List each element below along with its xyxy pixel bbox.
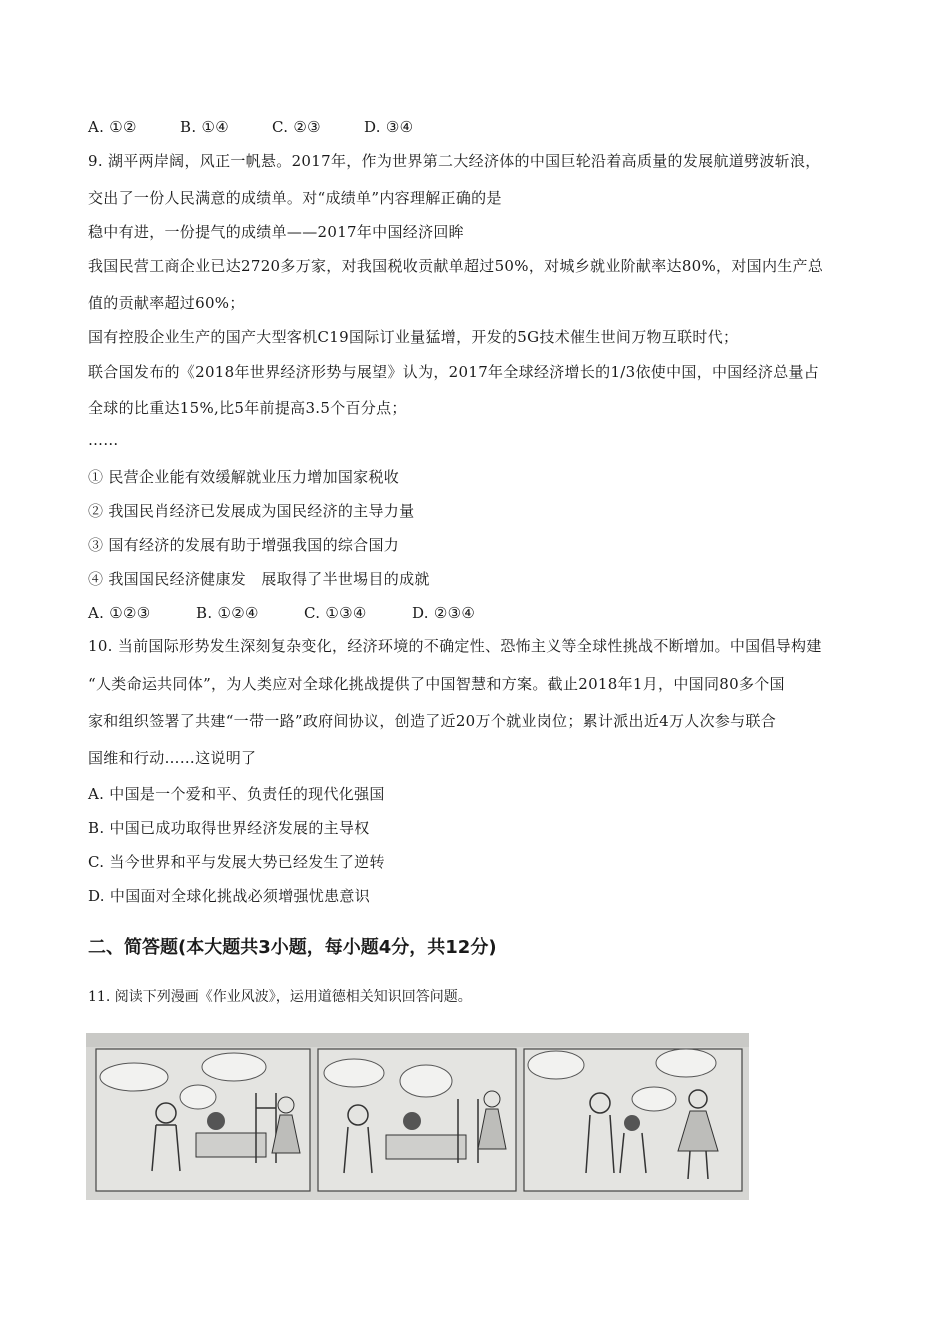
speech-bubble <box>202 1053 266 1081</box>
q11-stem: 11. 阅读下列漫画《作业风波》，运用道德相关知识回答问题。 <box>88 989 472 1005</box>
q9-option-a: A. ①②③ <box>88 604 151 622</box>
q9-option-c: C. ①③④ <box>304 604 367 622</box>
speech-bubble <box>324 1059 384 1087</box>
section-heading: 二、简答题(本大题共3小题，每小题4分，共12分) <box>88 937 497 958</box>
comic-image <box>86 1033 749 1200</box>
q9-stem-line2: 交出了一份人民满意的成绩单。对“成绩单”内容理解正确的是 <box>88 189 502 207</box>
q9-options <box>88 603 475 623</box>
q9-para1-line2: 值的贡献率超过60%； <box>88 294 245 312</box>
q9-stem-line1: 9. 湖平两岸阔，风正一帆悬。2017年，作为世界第二大经济体的中国巨轮沿着高质量的发展航道劈波斩浪， <box>88 152 821 170</box>
q9-item-3: ③ 国有经济的发展有助于增强我国的综合国力 <box>88 536 400 554</box>
speech-bubble <box>528 1051 584 1079</box>
q9-item-4: ④ 我国国民经济健康发 展取得了半世埸目的成就 <box>88 570 430 588</box>
speech-bubble <box>656 1049 716 1077</box>
q10-option-d: D. 中国面对全球化挑战必须增强忧患意识 <box>88 887 371 905</box>
q10-line1: 10. 当前国际形势发生深刻复杂变化，经济环境的不确定性、恐怖主义等全球性挑战不断增加。中国倡导构建 <box>88 637 822 655</box>
speech-bubble <box>100 1063 168 1091</box>
q9-para3-line2: 全球的比重达15%,比5年前提高3.5个百分点； <box>88 399 407 417</box>
q10-option-b: B. 中国已成功取得世界经济发展的主导权 <box>88 819 370 837</box>
q10-option-a: A. 中国是一个爱和平、负责任的现代化强国 <box>88 785 385 803</box>
q9-ellipsis: …… <box>88 431 119 449</box>
q9-para3-line1: 联合国发布的《2018年世界经济形势与展望》认为，2017年全球经济增长的1/3依使中国，中国经济总量占 <box>88 363 820 381</box>
q9-option-b: B. ①②④ <box>196 604 259 622</box>
q10-line2: “人类命运共同体”，为人类应对全球化挑战提供了中国智慧和方案。截止2018年1月，中国同80多个国 <box>88 675 785 693</box>
q9-option-d: D. ②③④ <box>412 604 476 622</box>
q8-option-c: C. ②③ <box>272 118 321 136</box>
q8-options <box>88 117 413 137</box>
speech-bubble <box>180 1085 216 1109</box>
q10-line3: 家和组织签署了共建“一带一路”政府间协议，创造了近20万个就业岗位；累计派出近4万人次参与联合 <box>88 712 777 730</box>
q8-option-d: D. ③④ <box>364 118 414 136</box>
q10-line4: 国维和行动……这说明了 <box>88 749 257 767</box>
q9-para1-line1: 我国民营工商企业已达2720多万家，对我国税收贡献单超过50%，对城乡就业阶献率达80%，对国内生产总 <box>88 257 824 275</box>
comic-drawing <box>86 1033 749 1200</box>
q8-option-a: A. ①② <box>88 118 137 136</box>
q9-item-2: ② 我国民肖经济已发展成为国民经济的主导力量 <box>88 502 415 520</box>
q9-item-1: ① 民营企业能有效缓解就业压力增加国家税收 <box>88 468 400 486</box>
q9-para2: 国有控股企业生产的国产大型客机C19国际订业量猛增，开发的5G技术催生世间万物互联时代； <box>88 328 739 346</box>
speech-bubble <box>400 1065 452 1097</box>
q10-option-c: C. 当今世界和平与发展大势已经发生了逆转 <box>88 853 385 871</box>
speech-bubble <box>632 1087 676 1111</box>
q8-option-b: B. ①④ <box>180 118 229 136</box>
q9-material-title: 稳中有进，一份提气的成绩单——2017年中国经济回眸 <box>88 223 464 241</box>
